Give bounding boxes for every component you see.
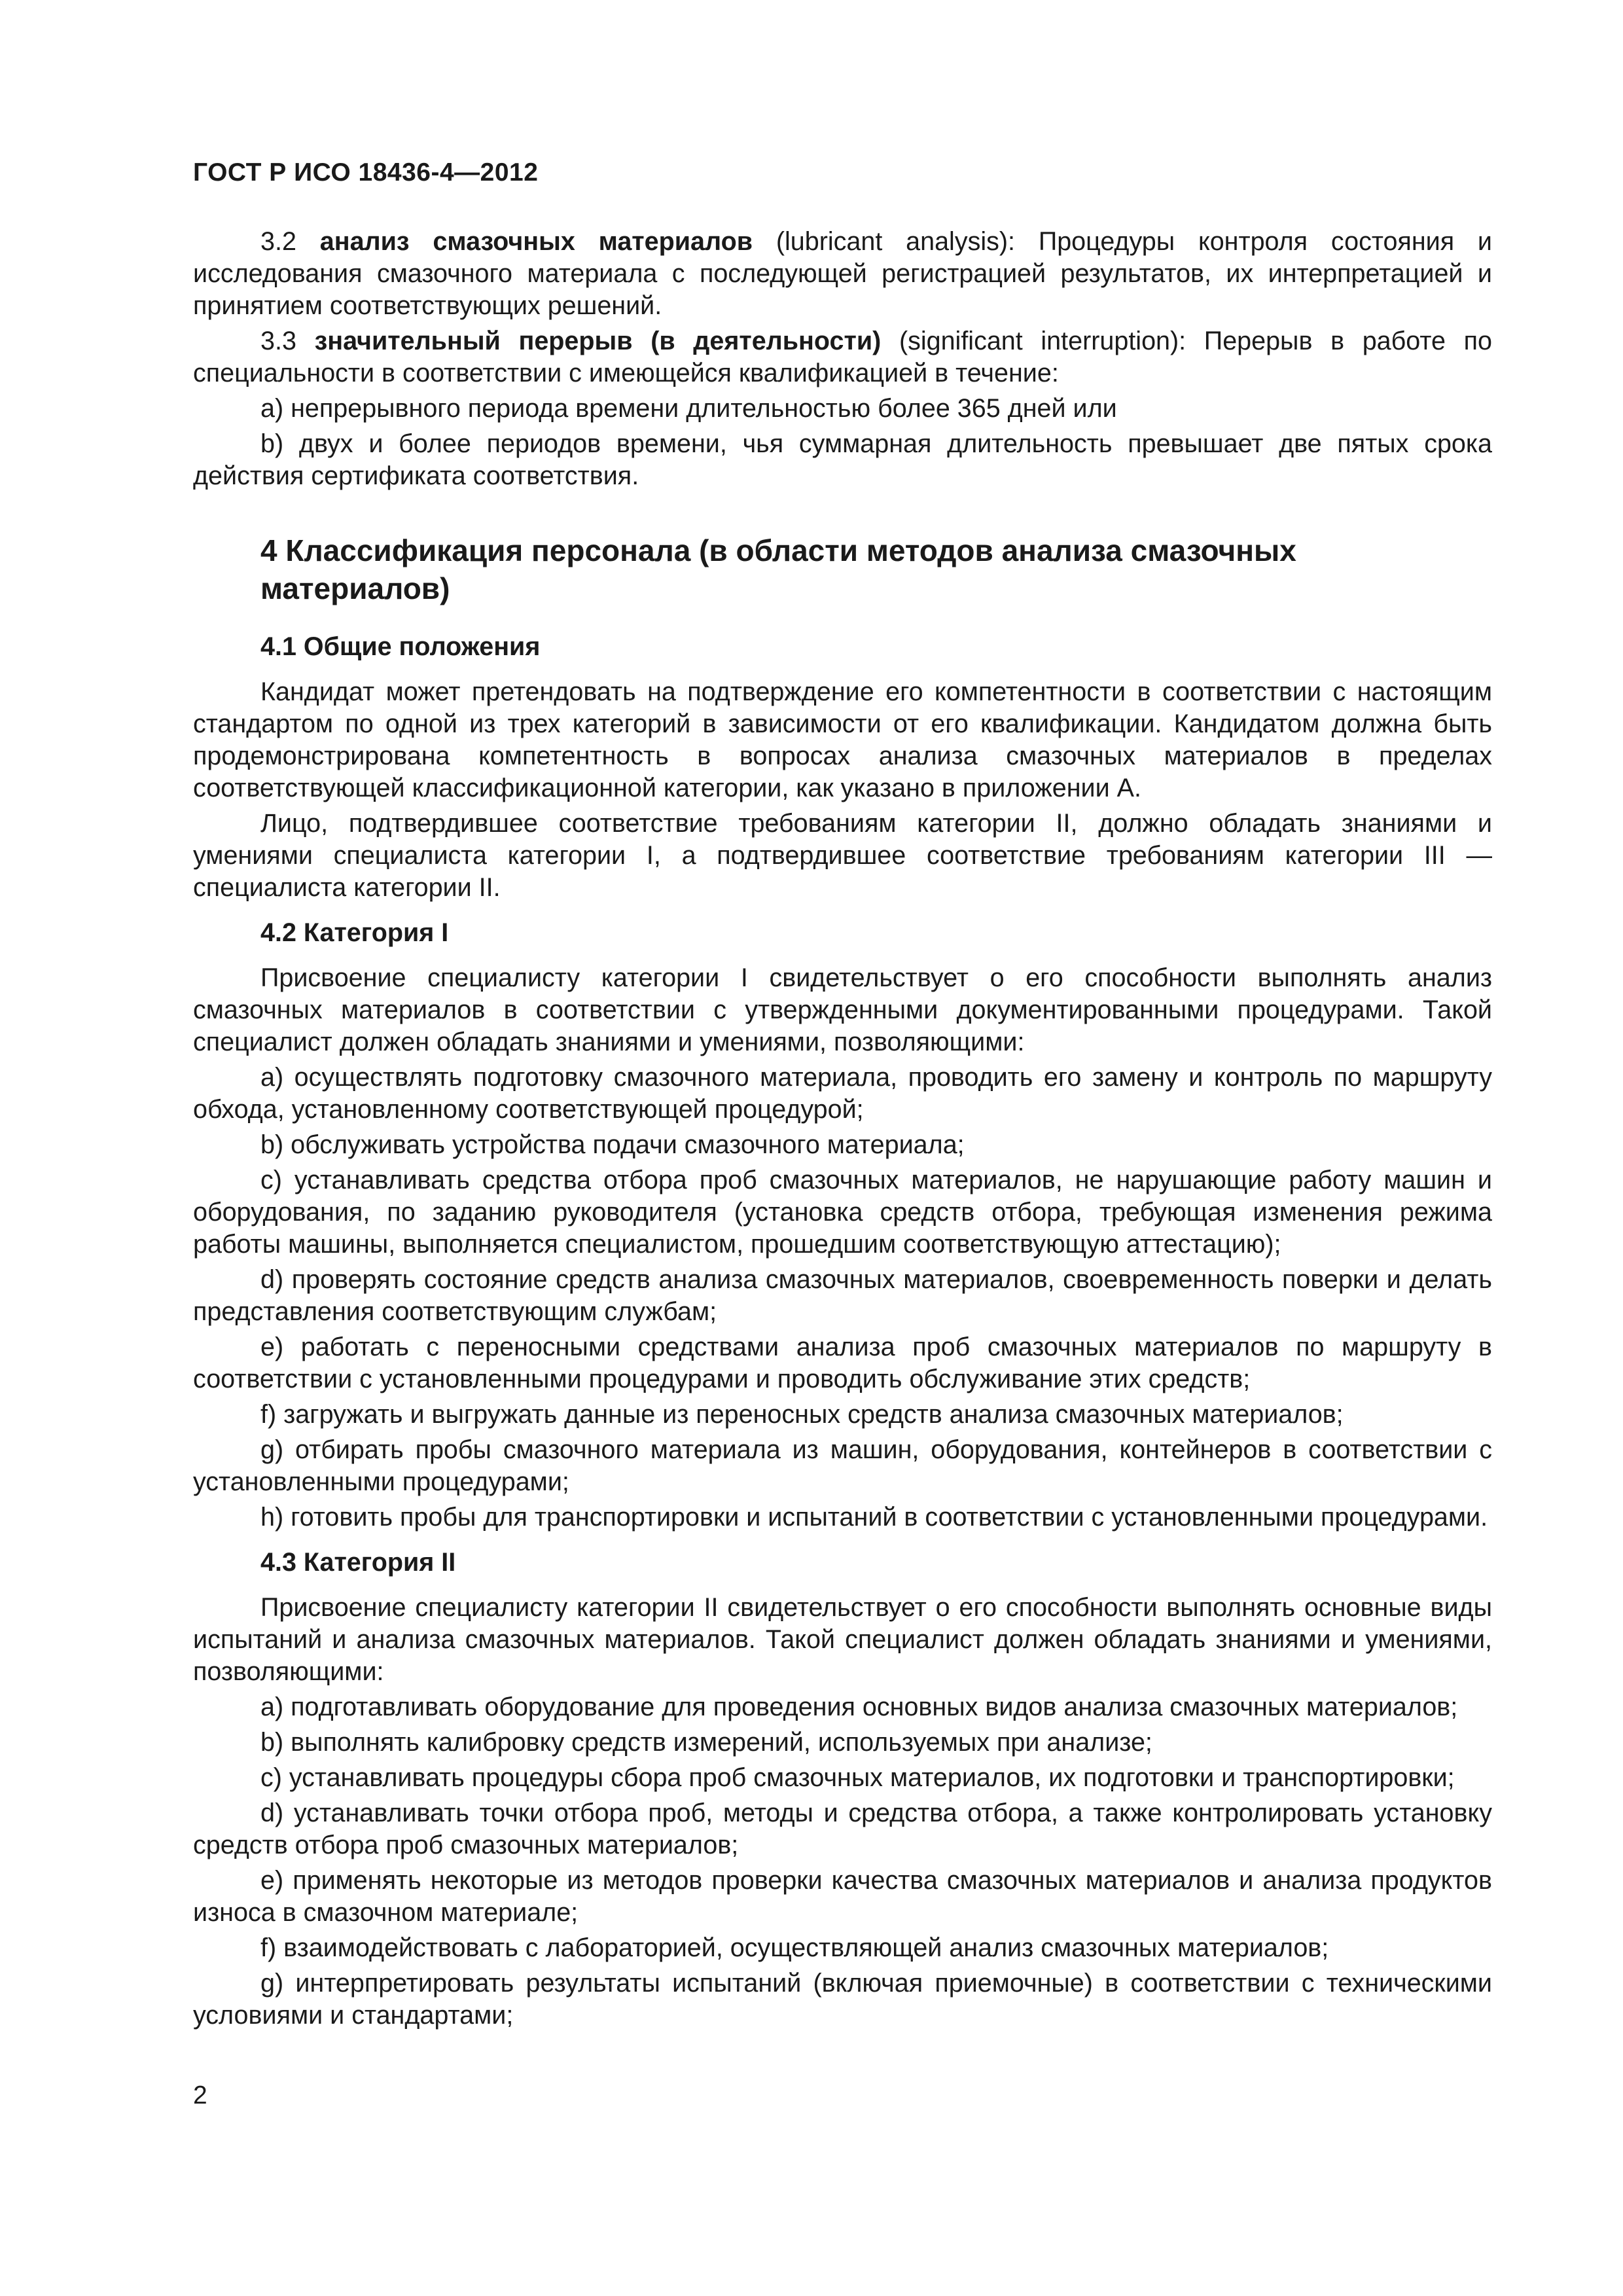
list-item: a) подготавливать оборудование для проведения основных видов анализа смазочных материалов; — [260, 1693, 1458, 1721]
list-item: a) непрерывного периода времени длительностью более 365 дней или — [260, 394, 1117, 423]
list-item: e) применять некоторые из методов проверки качества смазочных материалов и анализа продуктов износа в смазочном материале; — [193, 1866, 1492, 1927]
list-item: d) устанавливать точки отбора проб, методы и средства отбора, а также контролировать установку средств отбора проб смазочных материалов; — [193, 1799, 1492, 1859]
term: анализ смазочных материалов — [319, 227, 753, 256]
section-heading: 4 Классификация персонала (в области методов анализа смазочных материалов) — [260, 533, 1296, 605]
paragraph: Кандидат может претендовать на подтверждение его компетентности в соответствии с настоящим стандартом по одной из трех категорий в зависимости от его квалификации. Кандидатом должна быть продемонстрирована компетентность в вопросах анализа смазочных материалов в пределах соответствующей классификационной категории, как указано в приложении А. — [193, 677, 1492, 802]
paragraph: Присвоение специалисту категории I свидетельствует о его способности выполнять анализ смазочных материалов в соответствии с утвержденными документированными процедурами. Такой специалист должен обладать знаниями и умениями, позволяющими: — [193, 963, 1492, 1056]
list-item: d) проверять состояние средств анализа смазочных материалов, своевременность поверки и делать представления соответствующим службам; — [193, 1265, 1492, 1326]
list-item: b) двух и более периодов времени, чья суммарная длительность превышает две пятых срока действия сертификата соответствия. — [193, 429, 1492, 490]
term-en: (lubricant analysis): — [776, 227, 1015, 256]
list-item: a) осуществлять подготовку смазочного материала, проводить его замену и контроль по маршруту обхода, установленному соответствующей процедурой; — [193, 1063, 1492, 1124]
subsection-heading: 4.1 Общие положения — [260, 632, 541, 661]
definition: Процедуры контроля состояния и исследования смазочного материала с последующей регистрацией результатов, их интерпретацией и принятием соответствующих решений. — [193, 227, 1492, 320]
clause-number: 3.2 — [260, 227, 296, 256]
list-item: b) выполнять калибровку средств измерений, используемых при анализе; — [260, 1728, 1152, 1757]
paragraph: Присвоение специалисту категории II свидетельствует о его способности выполнять основные виды испытаний и анализа смазочных материалов. Такой специалист должен обладать знаниями и умениями, позволяющими: — [193, 1593, 1492, 1686]
list-item: g) отбирать пробы смазочного материала из машин, оборудования, контейнеров в соответствии с установленными процедурами; — [193, 1435, 1492, 1496]
page-content — [193, 226, 1492, 2035]
list-item: b) обслуживать устройства подачи смазочного материала; — [260, 1130, 965, 1159]
clause-3-2 — [193, 226, 1492, 322]
page-number: 2 — [193, 2081, 207, 2109]
list-item: c) устанавливать средства отбора проб смазочных материалов, не нарушающие работу машин и оборудования, по заданию руководителя (установка средств отбора, требующая изменения режима работы машины, выполняется специалистом, прошедшим соответствующую аттестацию); — [193, 1166, 1492, 1259]
paragraph: Лицо, подтвердившее соответствие требованиям категории II, должно обладать знаниями и умениями специалиста категории I, а подтвердившее соответствие требованиям категории III — специалиста категории II. — [193, 809, 1492, 902]
subsection-heading: 4.3 Категория II — [260, 1548, 456, 1577]
list-item: h) готовить пробы для транспортировки и испытаний в соответствии с установленными процедурами. — [260, 1503, 1488, 1532]
clause-number: 3.3 — [260, 327, 296, 355]
term-en: (significant interruption): — [899, 327, 1186, 355]
clause-3-3 — [193, 325, 1492, 389]
term: значительный перерыв (в деятельности) — [314, 327, 882, 355]
list-item: e) работать с переносными средствами анализа проб смазочных материалов по маршруту в соответствии с установленными процедурами и проводить обслуживание этих средств; — [193, 1333, 1492, 1393]
list-item: f) загружать и выгружать данные из переносных средств анализа смазочных материалов; — [260, 1400, 1344, 1429]
subsection-heading: 4.2 Категория I — [260, 918, 449, 947]
definition: Перерыв в работе по специальности в соответствии с имеющейся квалификацией в течение: — [193, 327, 1492, 387]
list-item: g) интерпретировать результаты испытаний (включая приемочные) в соответствии с техническими условиями и стандартами; — [193, 1969, 1492, 2030]
page-header: ГОСТ Р ИСО 18436-4—2012 — [193, 158, 539, 187]
list-item: f) взаимодействовать с лабораторией, осуществляющей анализ смазочных материалов; — [260, 1933, 1329, 1962]
list-item: c) устанавливать процедуры сбора проб смазочных материалов, их подготовки и транспортировки; — [260, 1763, 1455, 1792]
